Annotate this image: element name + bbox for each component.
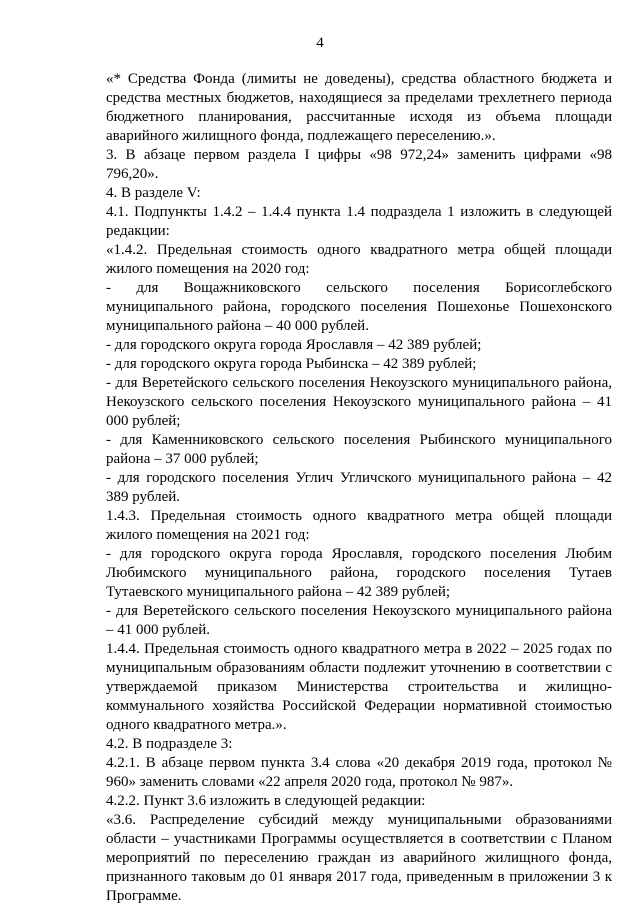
page-number: 4 xyxy=(316,35,324,51)
paragraph-item-4-2: 4.2. В подразделе 3: xyxy=(106,736,233,752)
paragraph-item-3: 3. В абзаце первом раздела I цифры «98 972,24» заменить цифрами «98 796,20». xyxy=(106,147,612,182)
paragraph-item-4-1: 4.1. Подпункты 1.4.2 – 1.4.4 пункта 1.4 подраздела 1 изложить в следующей редакции: xyxy=(106,204,612,239)
paragraph-1-4-2-uglich: - для городского поселения Углич Угличского муниципального района – 42 389 рублей. xyxy=(106,470,612,505)
paragraph-3-6: «3.6. Распределение субсидий между муниципальными образованиями области – участниками Программы осуществляется в соответствии с Планом мероприятий по переселению граждан из аварийного жилищного фонда, признанного таковым до 01 января 2017 года, приведенным в приложении 3 к Программе. xyxy=(106,812,612,904)
paragraph-1-4-2-veretejskoe: - для Веретейского сельского поселения Некоузского муниципального района, Некоузского сельского поселения Некоузского муниципального района – 41 000 рублей; xyxy=(106,375,612,429)
paragraph-1-4-2-kamennikovskoe: - для Каменниковского сельского поселения Рыбинского муниципального района – 37 000 рублей; xyxy=(106,432,612,467)
paragraph-1-4-2-heading: «1.4.2. Предельная стоимость одного квадратного метра общей площади жилого помещения на 2020 год: xyxy=(106,242,612,277)
paragraph-item-4-2-1: 4.2.1. В абзаце первом пункта 3.4 слова «20 декабря 2019 года, протокол № 960» заменить словами «22 апреля 2020 года, протокол № 987». xyxy=(106,755,612,790)
paragraph-1-4-2-rybinsk: - для городского округа города Рыбинска – 42 389 рублей; xyxy=(106,356,477,372)
paragraph-1-4-2-vozhazhnikovskoe: - для Вощажниковского сельского поселения Борисоглебского муниципального района, городского поселения Пошехонье Пошехонского муниципального района – 40 000 рублей. xyxy=(106,280,612,334)
paragraph-footnote-funds: «* Средства Фонда (лимиты не доведены), средства областного бюджета и средства местных бюджетов, находящиеся за пределами трехлетнего периода бюджетного планирования, рассчитанные исходя из объема площади аварийного жилищного фонда, подлежащего переселению.». xyxy=(106,71,612,144)
paragraph-item-4-2-2: 4.2.2. Пункт 3.6 изложить в следующей редакции: xyxy=(106,793,426,809)
paragraph-item-4: 4. В разделе V: xyxy=(106,185,201,201)
document-body xyxy=(106,70,612,906)
paragraph-1-4-4: 1.4.4. Предельная стоимость одного квадратного метра в 2022 – 2025 годах по муниципальным образованиям области подлежит уточнению в соответствии с утверждаемой приказом Министерства строительства и жилищно-коммунального хозяйства Российской Федерации нормативной стоимостью одного квадратного метра.». xyxy=(106,641,612,733)
paragraph-1-4-2-yaroslavl: - для городского округа города Ярославля – 42 389 рублей; xyxy=(106,337,482,353)
paragraph-1-4-3-heading: 1.4.3. Предельная стоимость одного квадратного метра общей площади жилого помещения на 2021 год: xyxy=(106,508,612,543)
paragraph-1-4-3-yaroslavl-lyubim-tutaev: - для городского округа города Ярославля, городского поселения Любим Любимского муниципального района, городского поселения Тутаев Тутаевского муниципального района – 42 389 рублей; xyxy=(106,546,612,600)
paragraph-1-4-3-veretejskoe: - для Веретейского сельского поселения Некоузского муниципального района – 41 000 рублей. xyxy=(106,603,612,638)
